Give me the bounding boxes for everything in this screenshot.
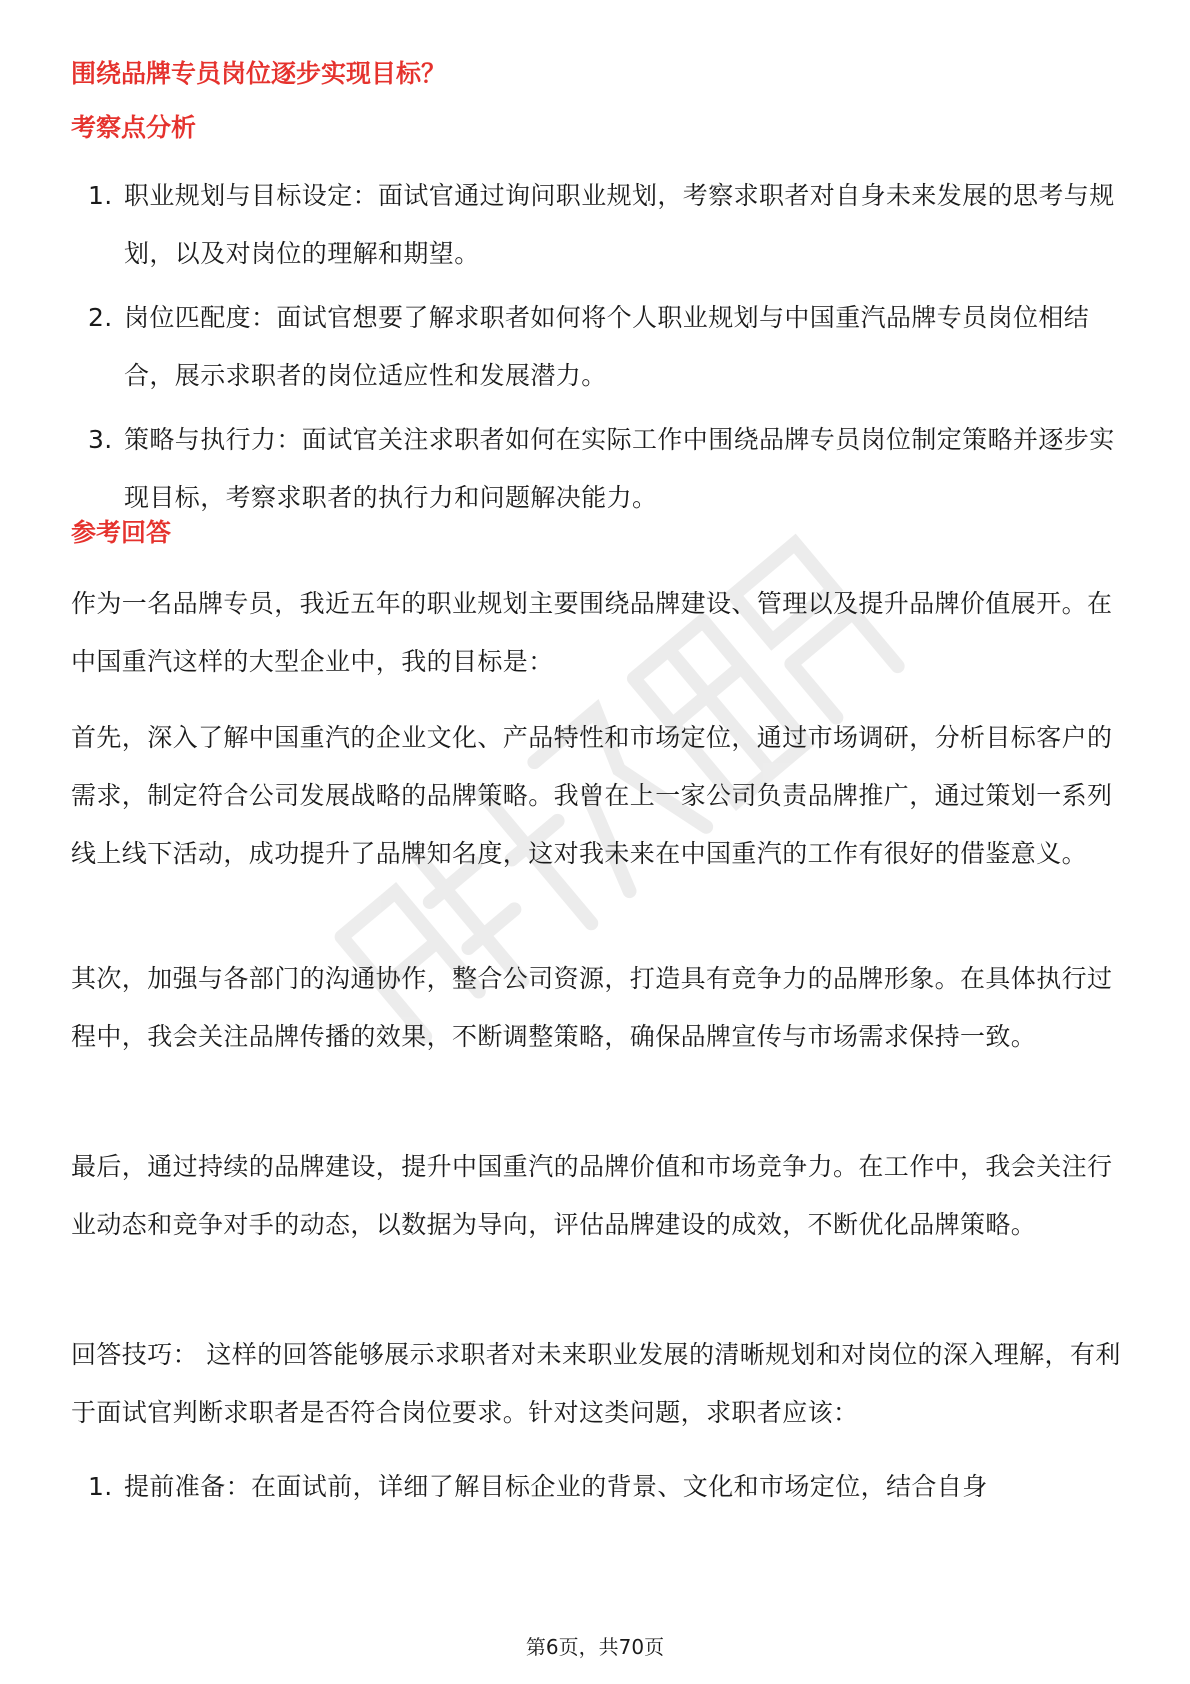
answer-paragraph-second: 其次，加强与各部门的沟通协作，整合公司资源，打造具有竞争力的品牌形象。在具体执行过程中，我会关注品牌传播的效果，不断调整策略，确保品牌宣传与市场需求保持一致。 xyxy=(71,964,1113,1051)
answer-paragraph-intro: 作为一名品牌专员，我近五年的职业规划主要围绕品牌建设、管理以及提升品牌价值展开。在中国重汽这样的大型企业中，我的目标是： xyxy=(71,589,1113,676)
list-item xyxy=(71,411,1121,527)
page-number-footer: 第6页，共70页 xyxy=(525,1635,665,1659)
list-item-text: 提前准备：在面试前，详细了解目标企业的背景、文化和市场定位，结合自身 xyxy=(124,1472,988,1501)
answer-paragraph-first: 首先，深入了解中国重汽的企业文化、产品特性和市场定位，通过市场调研，分析目标客户的需求，制定符合公司发展战略的品牌策略。我曾在上一家公司负责品牌推广，通过策划一系列线上线下活动，成功提升了品牌知名度，这对我未来在中国重汽的工作有很好的借鉴意义。 xyxy=(71,723,1113,868)
list-item xyxy=(71,289,1121,405)
list-number: 1. xyxy=(88,181,113,210)
list-item-text: 职业规划与目标设定：面试官通过询问职业规划，考察求职者对自身未来发展的思考与规划，以及对岗位的理解和期望。 xyxy=(124,181,1115,268)
answer-paragraph-last: 最后，通过持续的品牌建设，提升中国重汽的品牌价值和市场竞争力。在工作中，我会关注行业动态和竞争对手的动态，以数据为导向，评估品牌建设的成效，不断优化品牌策略。 xyxy=(71,1152,1113,1239)
list-number: 3. xyxy=(88,425,113,454)
answer-heading: 参考回答 xyxy=(71,518,172,547)
analysis-heading: 考察点分析 xyxy=(71,113,197,142)
list-item-text: 岗位匹配度：面试官想要了解求职者如何将个人职业规划与中国重汽品牌专员岗位相结合，展示求职者的岗位适应性和发展潜力。 xyxy=(124,303,1090,390)
list-item-text: 策略与执行力：面试官关注求职者如何在实际工作中围绕品牌专员岗位制定策略并逐步实现目标，考察求职者的执行力和问题解决能力。 xyxy=(124,425,1115,512)
tips-list xyxy=(71,1458,1121,1522)
question-title: 围绕品牌专员岗位逐步实现目标？ xyxy=(71,59,447,88)
list-number: 2. xyxy=(88,303,113,332)
analysis-list xyxy=(71,167,1121,533)
list-item xyxy=(71,1458,1121,1516)
list-number: 1. xyxy=(88,1472,113,1501)
answer-tips-paragraph: 回答技巧： 这样的回答能够展示求职者对未来职业发展的清晰规划和对岗位的深入理解，有利于面试官判断求职者是否符合岗位要求。针对这类问题，求职者应该： xyxy=(71,1340,1121,1427)
list-item xyxy=(71,167,1121,283)
